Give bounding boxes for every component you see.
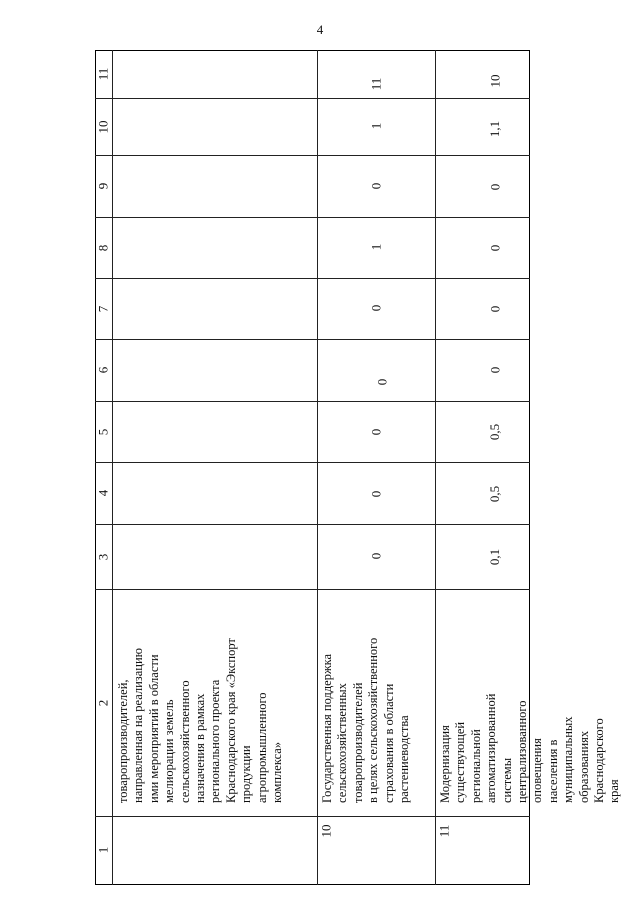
header-cell: 9 [95,182,111,190]
value-cell: 0 [368,428,383,436]
row-name: Государственная поддержка сельскохозяйственных товаропроизводителей в целях сельскохозяйственного страхования в области растениеводства [320,637,412,803]
value-cell: 10 [487,74,502,88]
value-cell: 0,1 [487,548,502,566]
column-separator [95,339,530,340]
value-cell: 0 [487,305,502,313]
column-separator [95,462,530,463]
value-cell: 0 [368,490,383,498]
column-separator [95,589,530,590]
value-cell: 0 [487,244,502,252]
value-cell: 0 [374,378,389,386]
value-cell: 11 [368,77,383,91]
value-cell: 0 [487,366,502,374]
page-number: 4 [316,22,324,37]
header-cell: 8 [95,244,111,251]
row-name: Модернизация существующей региональной автоматизированной системы централизованного оповещения населения в муниципальных образованиях Краснодарского края [438,693,622,803]
value-cell: 1 [368,122,383,130]
value-cell: 0,5 [487,423,502,441]
row-number: 11 [436,824,451,838]
header-cell: 4 [95,489,111,497]
column-separator [95,401,530,402]
data-table [95,50,622,885]
row-separator [435,50,436,885]
column-separator [95,98,530,99]
value-cell: 0 [368,304,383,312]
value-cell: 0 [368,552,383,560]
value-cell: 1 [368,243,383,251]
header-cell: 1 [95,846,111,854]
header-row-separator [112,50,113,885]
value-cell: 1,1 [487,120,502,138]
header-cell: 2 [95,699,111,706]
column-separator [95,217,530,218]
column-separator [95,155,530,156]
header-cell: 6 [95,366,111,374]
table-border-top [95,50,530,51]
value-cell: 0 [368,182,383,190]
header-cell: 11 [95,67,111,81]
value-cell: 0 [487,183,502,191]
column-separator [95,524,530,525]
column-separator [95,278,530,279]
value-cell: 0,5 [487,485,502,503]
header-cell: 5 [95,428,111,435]
header-cell: 10 [95,120,111,133]
header-cell: 7 [95,305,111,312]
row-name: товаропроизводителей, направленная на реализацию ими мероприятий в области мелиорации земель сельскохозяйственного назначения в рамках регионального проекта Краснодарского края «Экспорт продукции агропромышленного комплекса» [116,638,285,803]
row-number: 10 [318,824,333,838]
header-cell: 3 [95,553,111,560]
table-border-bottom [95,884,530,885]
column-separator [95,816,530,817]
